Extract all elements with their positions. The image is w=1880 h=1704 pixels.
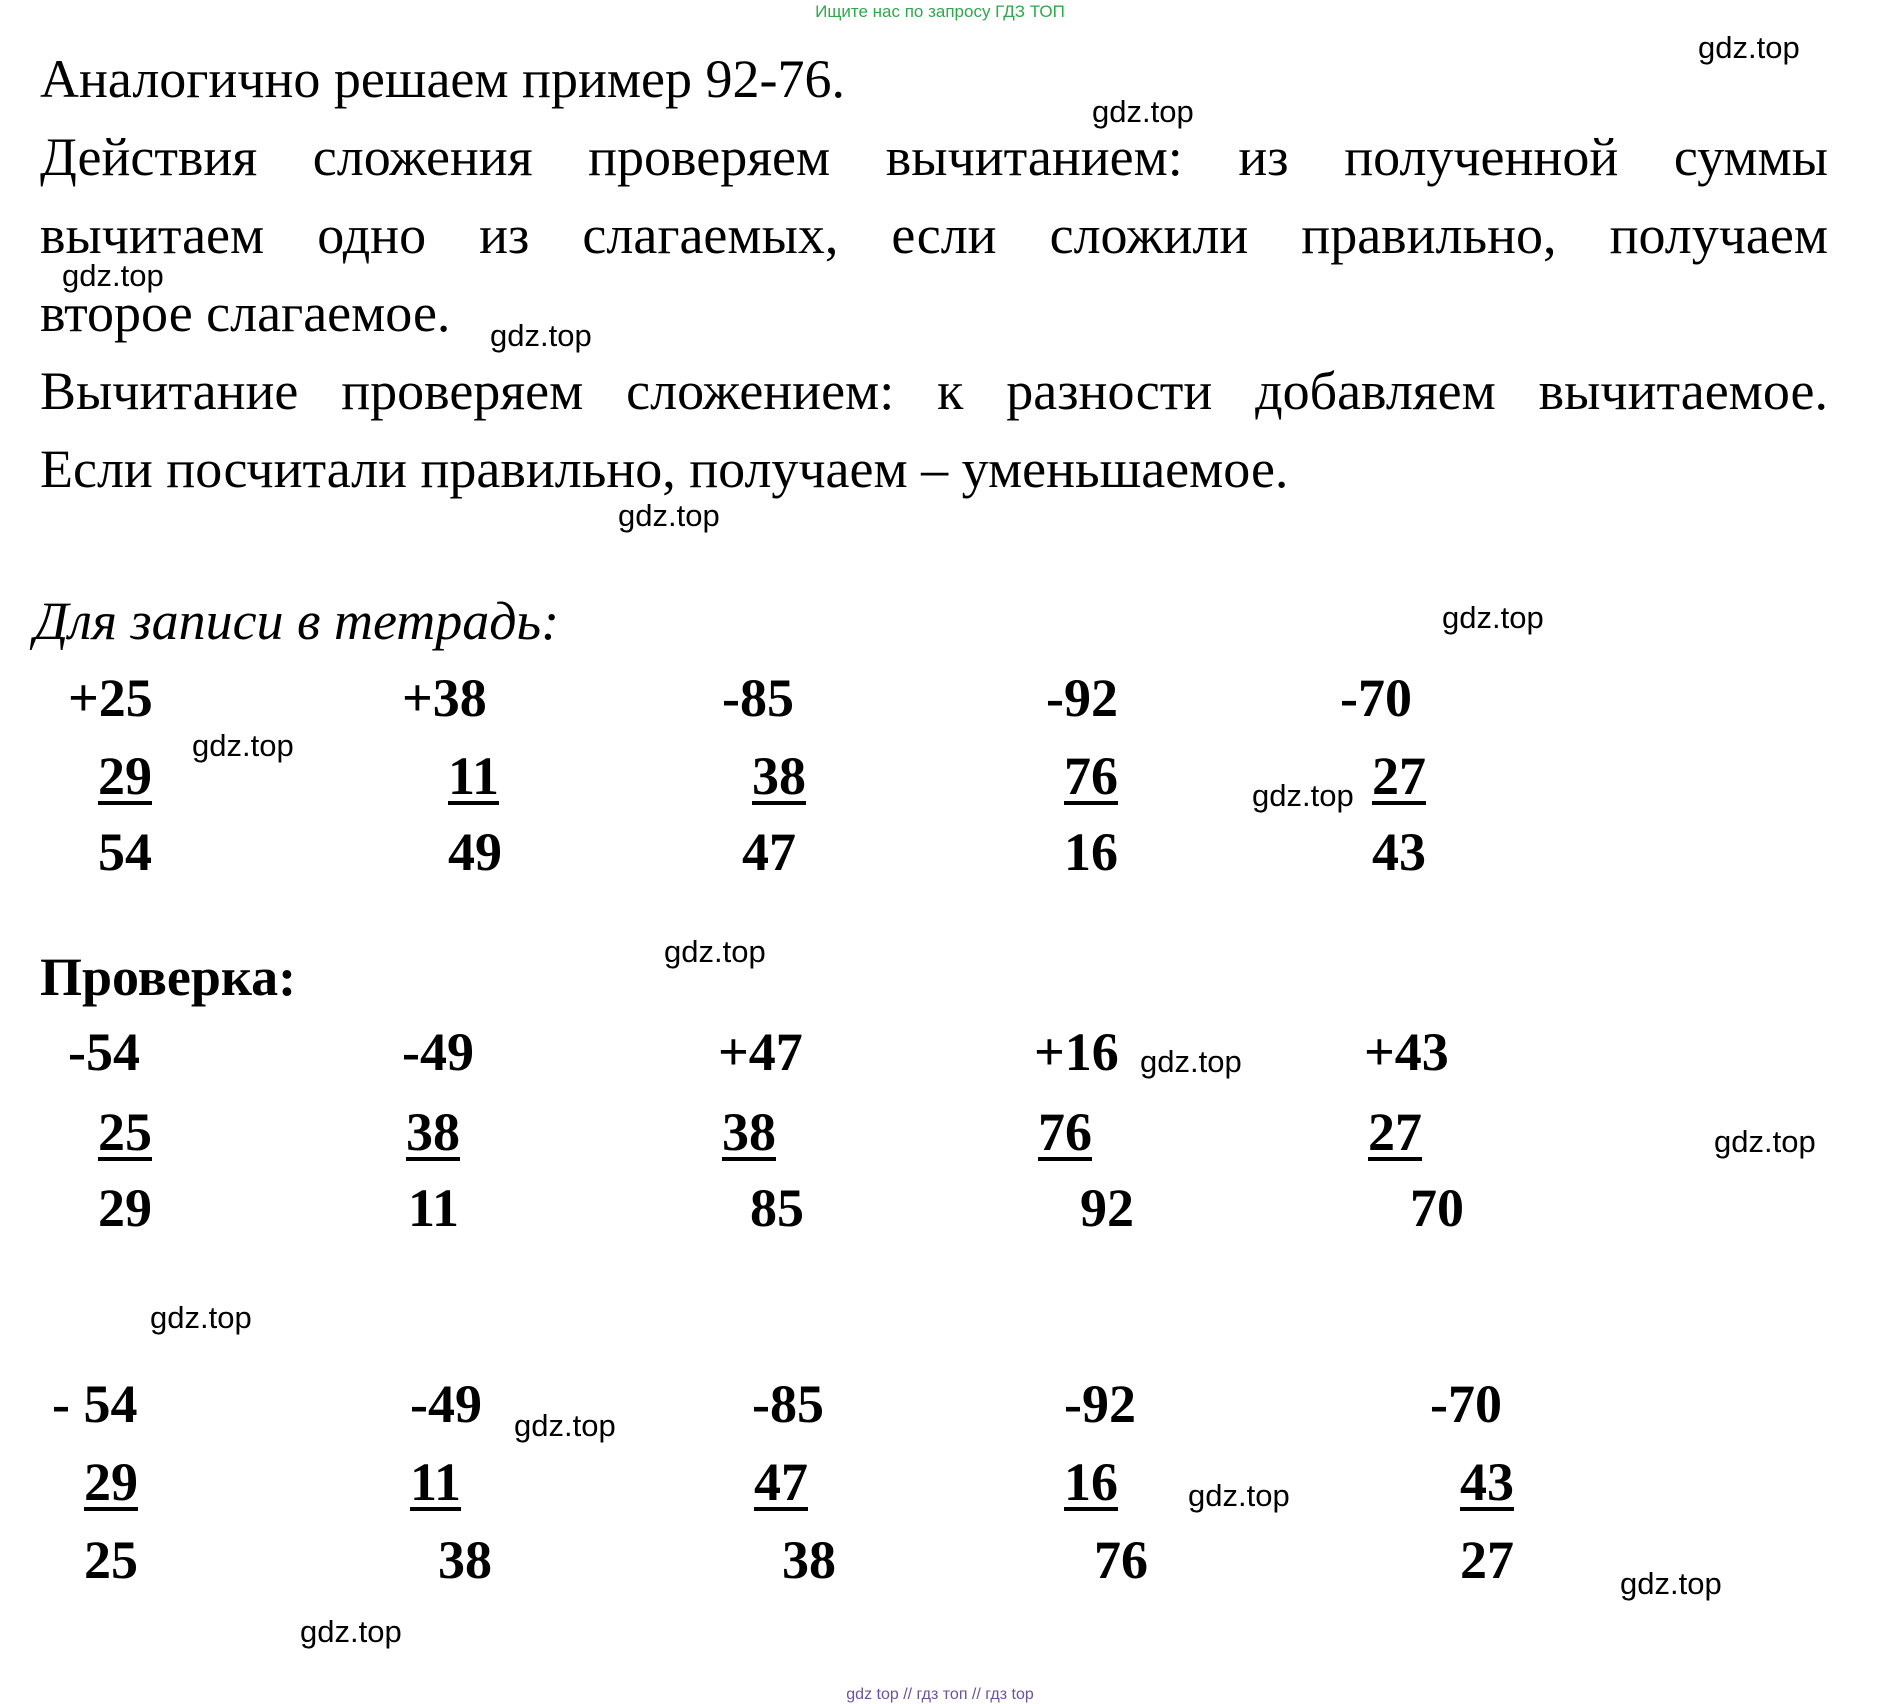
watermark: gdz.top (1698, 30, 1800, 65)
result: 38 (782, 1530, 836, 1590)
operand-bottom: 11 (410, 1452, 462, 1512)
text-line-4: второе слагаемое. (40, 283, 451, 343)
operand-top: -70 (1340, 668, 1412, 728)
watermark: gdz.top (192, 728, 294, 763)
operand-bottom: 29 (84, 1452, 138, 1512)
result: 54 (98, 822, 152, 882)
text-line-3: вычитаем одно из слагаемых, если сложили правильно, получаем (40, 205, 1828, 265)
operand-bottom: 29 (98, 746, 152, 806)
operand-top: -49 (410, 1374, 482, 1434)
operand-top: - 54 (52, 1374, 138, 1434)
watermark: gdz.top (62, 258, 164, 293)
operand-bottom: 38 (752, 746, 806, 806)
operand-top: +43 (1364, 1022, 1449, 1082)
text-line-5: Вычитание проверяем сложением: к разности добавляем вычитаемое. (40, 361, 1828, 421)
watermark: gdz.top (300, 1614, 402, 1649)
result: 11 (408, 1178, 460, 1238)
watermark: gdz.top (490, 318, 592, 353)
result: 16 (1064, 822, 1118, 882)
result: 25 (84, 1530, 138, 1590)
operand-bottom: 38 (406, 1102, 460, 1162)
operand-bottom: 76 (1064, 746, 1118, 806)
watermark: gdz.top (1252, 778, 1354, 813)
text-line-1: Аналогично решаем пример 92-76. (40, 49, 845, 109)
result: 70 (1410, 1178, 1464, 1238)
operand-bottom: 43 (1460, 1452, 1514, 1512)
result: 29 (98, 1178, 152, 1238)
operand-bottom: 76 (1038, 1102, 1092, 1162)
result: 85 (750, 1178, 804, 1238)
operand-top: +25 (68, 668, 153, 728)
watermark: gdz.top (1092, 94, 1194, 129)
operand-bottom: 25 (98, 1102, 152, 1162)
operand-bottom: 47 (754, 1452, 808, 1512)
operand-top: +16 (1034, 1022, 1119, 1082)
operand-top: -49 (402, 1022, 474, 1082)
watermark: gdz.top (1188, 1478, 1290, 1513)
check-heading: Проверка: (40, 947, 297, 1007)
result: 92 (1080, 1178, 1134, 1238)
operand-bottom: 27 (1368, 1102, 1422, 1162)
operand-bottom: 27 (1372, 746, 1426, 806)
watermark: gdz.top (1714, 1124, 1816, 1159)
result: 27 (1460, 1530, 1514, 1590)
result: 47 (742, 822, 796, 882)
result: 76 (1094, 1530, 1148, 1590)
operand-top: -54 (68, 1022, 140, 1082)
watermark: gdz.top (1442, 600, 1544, 635)
operand-top: +47 (718, 1022, 803, 1082)
watermark: gdz.top (514, 1408, 616, 1443)
text-line-2: Действия сложения проверяем вычитанием: из полученной суммы (40, 127, 1828, 187)
bottom-banner: gdz top // гдз топ // гдз top (846, 1686, 1034, 1703)
result: 38 (438, 1530, 492, 1590)
operand-top: +38 (402, 668, 487, 728)
watermark: gdz.top (150, 1300, 252, 1335)
result: 49 (448, 822, 502, 882)
operand-bottom: 16 (1064, 1452, 1118, 1512)
watermark: gdz.top (1620, 1566, 1722, 1601)
operand-top: -85 (752, 1374, 824, 1434)
operand-top: -70 (1430, 1374, 1502, 1434)
watermark: gdz.top (664, 934, 766, 969)
result: 43 (1372, 822, 1426, 882)
watermark: gdz.top (618, 498, 720, 533)
operand-top: -92 (1064, 1374, 1136, 1434)
top-banner: Ищите нас по запросу ГДЗ ТОП (815, 2, 1065, 21)
operand-top: -85 (722, 668, 794, 728)
watermark: gdz.top (1140, 1044, 1242, 1079)
notebook-caption: Для записи в тетрадь: (34, 591, 560, 651)
text-line-6: Если посчитали правильно, получаем – уменьшаемое. (40, 439, 1289, 499)
operand-bottom: 38 (722, 1102, 776, 1162)
operand-bottom: 11 (448, 746, 500, 806)
operand-top: -92 (1046, 668, 1118, 728)
